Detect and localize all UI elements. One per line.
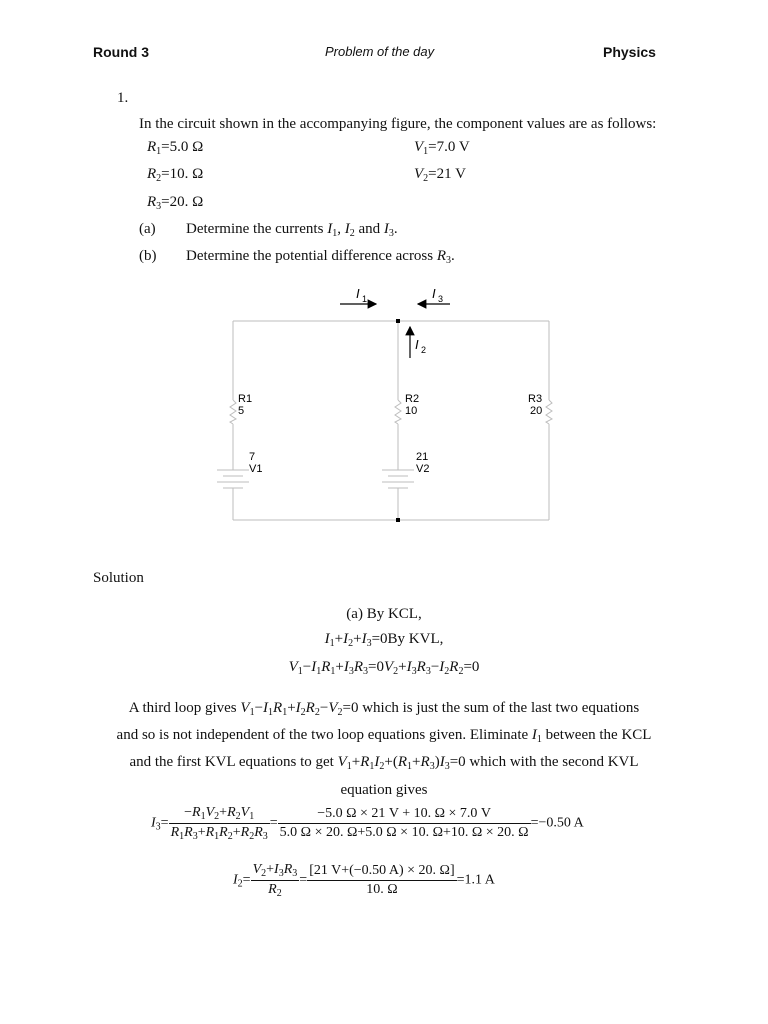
svg-text:1: 1 (362, 294, 368, 304)
r3-value-label: 20 (530, 405, 543, 417)
header-round: Round 3 (93, 44, 149, 60)
i2-equation: $I_2=$ $\frac{V_2+I_3R_3}{R_2}$ = $\frac{[21 V+(-0.50 A) \times 20. \Omega]}{10. \Omega}$ =1.1 A (233, 862, 495, 899)
r2-value: $R_2=10$. Ω (147, 166, 204, 184)
header-subject: Physics (603, 44, 656, 60)
header-title: Problem of the day (325, 44, 435, 59)
svg-text:I: I (432, 286, 436, 301)
kcl-equation: $I_1+I_2+I_3=0By$ KVL, (324, 631, 444, 649)
part-b-label: (b) (139, 248, 157, 264)
kvl-equations: $V_1-I_1R_1+I_3R_3=0V_2+I_3R_3-I_2R_2=0$ (288, 659, 480, 677)
solution-para-line3: and the first KVL equations to get $V_1+R_1I_2+(R_1+R_3)I_3=0$ which with the second KVL (129, 754, 639, 772)
v2-value: $V_2=21$ V (414, 166, 466, 184)
r3-label: R3 (528, 393, 543, 405)
svg-text:I: I (415, 337, 419, 352)
i3-equation: $I_3=$ $\frac{-R_1V_2+R_2V_1}{R_1R_3+R_1R_2+R_2R_3}$ = $\frac{-5.0 \Omega \times 21 V + 10. \Omega \times 7.0 V}{5.0 \Omega \times 20. \Omega+5.0 \Omega \times 10. \Omega+10. \Omega \times 20. \Omega}$ =−0.50 A (151, 805, 584, 842)
svg-text:3: 3 (438, 294, 444, 304)
solution-para-line4: equation gives (340, 782, 428, 798)
v2-label: V2 (416, 463, 430, 475)
part-a-label: (a) (139, 221, 156, 237)
solution-para-line2: and so is not independent of the two loop equations given. Eliminate $I_1$ between the KCL (116, 727, 652, 745)
problem-number: 1. (117, 90, 129, 106)
part-a-text: Determine the currents $I_1$, $I_2$ and $I_3$. (186, 221, 398, 239)
v1-value: $V_1=7.0$ V (414, 139, 470, 157)
v1-value-label: 7 (249, 451, 256, 463)
v2-value-label: 21 (416, 451, 429, 463)
svg-text:2: 2 (421, 345, 427, 355)
problem-intro: In the circuit shown in the accompanying figure, the component values are as follows: (139, 116, 657, 132)
solution-part-a-intro: (a) By KCL, (346, 606, 422, 622)
r1-value: $R_1=5.0$ Ω (147, 139, 204, 157)
r2-label: R2 (405, 393, 420, 405)
r1-value-label: 5 (238, 405, 245, 417)
r3-value: $R_3=20$. Ω (147, 194, 204, 212)
svg-text:I: I (356, 286, 360, 301)
r1-label: R1 (238, 393, 253, 405)
solution-heading: Solution (93, 570, 144, 586)
part-b-text: Determine the potential difference across $R_3$. (186, 248, 455, 266)
r2-value-label: 10 (405, 405, 418, 417)
solution-para-line1: A third loop gives $V_1-I_1R_1+I_2R_2-V_2=0$ which is just the sum of the last two equations (128, 700, 640, 718)
v1-label: V1 (249, 463, 263, 475)
